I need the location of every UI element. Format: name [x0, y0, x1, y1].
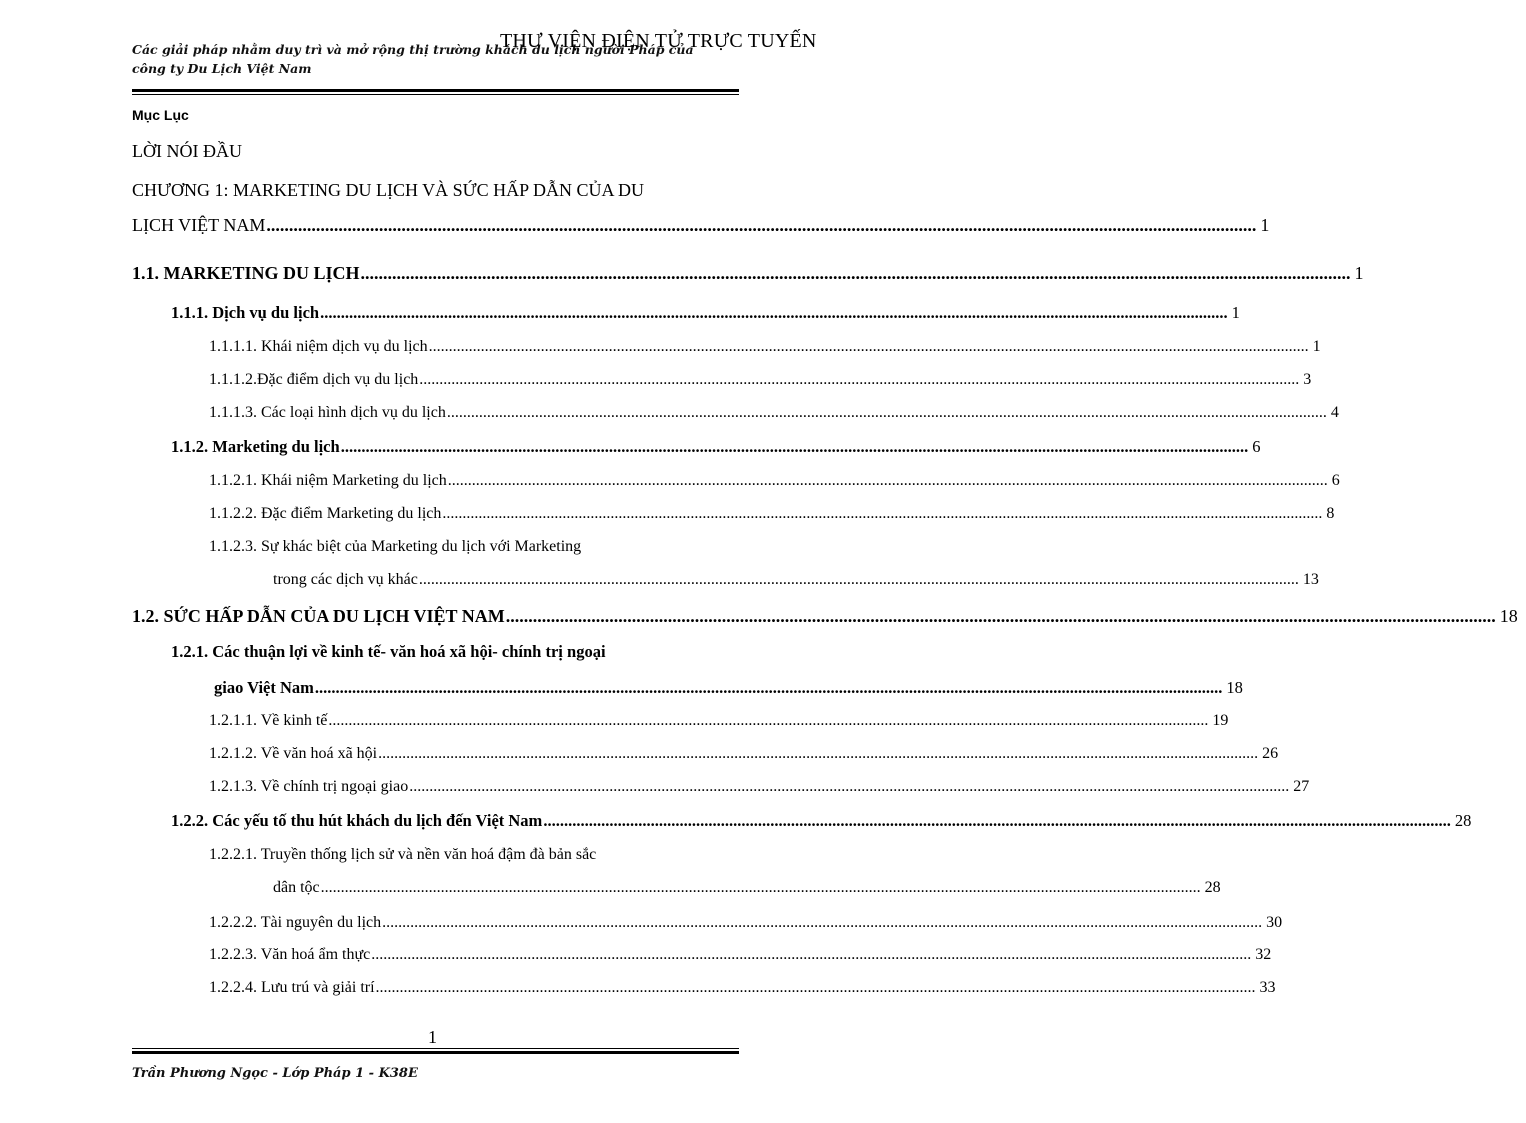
- toc-leader-dots: ............................................................................................................................................................................................................................: [409, 778, 1290, 795]
- header-title-line1: Các giải pháp nhằm duy trì và mở rộng thị trường khách du lịch người Pháp của: [132, 42, 694, 57]
- toc-page-number: 1: [1260, 215, 1270, 235]
- toc-entry-1-1-1-2[interactable]: [209, 371, 1312, 389]
- toc-entry-1-1-1-3[interactable]: [209, 404, 1339, 422]
- toc-page-number: 18: [1499, 606, 1518, 626]
- toc-leader-dots: ............................................................................................................................................................................................................................: [442, 505, 1323, 522]
- toc-leader-dots: ............................................................................................................................................................................................................................: [328, 712, 1209, 729]
- toc-entry-1-2-1-3[interactable]: [209, 778, 1310, 796]
- toc-entry-text: 1.2.2.2. Tài nguyên du lịch: [209, 914, 382, 931]
- toc-entry-chapter-1[interactable]: [132, 215, 1270, 236]
- toc-page-number: 1: [1231, 303, 1240, 322]
- toc-entry-text: 1.2.2.3. Văn hoá ẩm thực: [209, 946, 371, 963]
- toc-page-number: 4: [1330, 404, 1339, 421]
- toc-entry-1-2-1-1[interactable]: [209, 712, 1229, 730]
- toc-entry-text: trong các dịch vụ khác: [273, 571, 418, 588]
- toc-page-number: 13: [1302, 571, 1319, 588]
- toc-entry-text: 1.2.1.2. Về văn hoá xã hội: [209, 745, 378, 762]
- toc-leader-dots: ............................................................................................................................................................................................................................: [543, 811, 1451, 830]
- toc-entry-1-2-1-line1[interactable]: 1.2.1. Các thuận lợi về kinh tế- văn hoá xã hội- chính trị ngoại: [171, 642, 606, 661]
- toc-leader-dots: ............................................................................................................................................................................................................................: [446, 404, 1327, 421]
- toc-page-number: 26: [1262, 745, 1279, 762]
- toc-entry-text: giao Việt Nam: [214, 678, 314, 697]
- toc-entry-1-1-2-3-line1[interactable]: 1.1.2.3. Sự khác biệt của Marketing du lịch với Marketing: [209, 538, 582, 555]
- toc-entry-text: 1.1.1.2.Đặc điểm dịch vụ du lịch: [209, 371, 419, 388]
- toc-page-number: 18: [1226, 678, 1243, 697]
- toc-entry-text: 1.1.2. Marketing du lịch: [171, 437, 340, 456]
- toc-entry-text: LỊCH VIỆT NAM: [132, 215, 266, 235]
- toc-entry-text: 1.2.2.4. Lưu trú và giải trí: [209, 979, 375, 996]
- toc-page-number: 1: [1312, 338, 1321, 355]
- toc-entry-text: 1.2.1.1. Về kinh tế: [209, 712, 328, 729]
- toc-entry-1-2[interactable]: [132, 606, 1518, 627]
- toc-page-number: 28: [1204, 879, 1221, 896]
- toc-leader-dots: ............................................................................................................................................................................................................................: [419, 371, 1300, 388]
- toc-entry-1-1-2[interactable]: [171, 437, 1261, 457]
- toc-page-number: 3: [1303, 371, 1312, 388]
- toc-page-number: 19: [1212, 712, 1229, 729]
- toc-entry-1-2-1-2[interactable]: [209, 745, 1279, 763]
- toc-leader-dots: ............................................................................................................................................................................................................................: [505, 606, 1496, 626]
- header-rule: [132, 89, 739, 95]
- intro-heading: LỜI NÓI ĐẦU: [132, 141, 242, 161]
- toc-entry-text: 1.2.1.3. Về chính trị ngoại giao: [209, 778, 409, 795]
- toc-page-number: 33: [1259, 979, 1276, 996]
- toc-entry-1-2-2-1-line1[interactable]: 1.2.2.1. Truyền thống lịch sử và nền văn hoá đậm đà bản sắc: [209, 846, 597, 863]
- toc-entry-1-1-1[interactable]: [171, 303, 1240, 323]
- toc-leader-dots: ............................................................................................................................................................................................................................: [320, 879, 1201, 896]
- toc-leader-dots: ............................................................................................................................................................................................................................: [378, 745, 1259, 762]
- toc-leader-dots: ............................................................................................................................................................................................................................: [340, 437, 1249, 456]
- toc-entry-text: 1.1.1.3. Các loại hình dịch vụ du lịch: [209, 404, 446, 421]
- page-number: 1: [428, 1027, 437, 1047]
- toc-entry-text: 1.1.2.2. Đặc điểm Marketing du lịch: [209, 505, 442, 522]
- toc-entry-text: 1.1.1. Dịch vụ du lịch: [171, 303, 320, 322]
- toc-entry-1-2-2-2[interactable]: [209, 914, 1283, 932]
- toc-page-number: 30: [1266, 914, 1283, 931]
- toc-entry-text: dân tộc: [273, 879, 320, 896]
- toc-entry-text: 1.1. MARKETING DU LỊCH: [132, 263, 360, 283]
- running-footer: Trần Phương Ngọc - Lớp Pháp 1 - K38E: [132, 1066, 418, 1081]
- toc-leader-dots: ............................................................................................................................................................................................................................: [447, 472, 1328, 489]
- toc-entry-1-2-2-3[interactable]: [209, 946, 1272, 964]
- footer-rule: [132, 1048, 739, 1054]
- toc-leader-dots: ............................................................................................................................................................................................................................: [371, 946, 1252, 963]
- toc-entry-text: 1.1.2.1. Khái niệm Marketing du lịch: [209, 472, 447, 489]
- toc-page-number: 27: [1293, 778, 1310, 795]
- toc-entry-text: 1.2. SỨC HẤP DẪN CỦA DU LỊCH VIỆT NAM: [132, 606, 505, 626]
- toc-page-number: 32: [1255, 946, 1272, 963]
- toc-page-number: 6: [1331, 472, 1340, 489]
- toc-page-number: 6: [1252, 437, 1261, 456]
- header-title-line2: công ty Du Lịch Việt Nam: [132, 61, 312, 76]
- toc-entry-1-1[interactable]: [132, 263, 1364, 284]
- toc-entry-text: 1.2.2. Các yếu tố thu hút khách du lịch đến Việt Nam: [171, 811, 543, 830]
- toc-entry-1-2-2-1[interactable]: [273, 879, 1221, 897]
- toc-page-number: 28: [1454, 811, 1472, 830]
- toc-page-number: 8: [1326, 505, 1335, 522]
- toc-entry-1-1-2-1[interactable]: [209, 472, 1340, 490]
- toc-entry-1-1-1-1[interactable]: [209, 338, 1321, 356]
- toc-entry-1-1-2-3[interactable]: [273, 571, 1319, 589]
- toc-heading: Mục Lục: [132, 107, 189, 123]
- toc-leader-dots: ............................................................................................................................................................................................................................: [418, 571, 1299, 588]
- toc-leader-dots: ............................................................................................................................................................................................................................: [428, 338, 1309, 355]
- watermark-text: THƯ VIỆN ĐIỆN TỬ TRỰC TUYẾN: [500, 30, 817, 52]
- toc-entry-1-2-2[interactable]: [171, 811, 1472, 831]
- toc-entry-text: 1.1.1.1. Khái niệm dịch vụ du lịch: [209, 338, 428, 355]
- toc-entry-1-2-2-4[interactable]: [209, 979, 1276, 997]
- toc-leader-dots: ............................................................................................................................................................................................................................: [266, 215, 1257, 235]
- toc-page-number: 1: [1354, 263, 1364, 283]
- chapter-title-line1: CHƯƠNG 1: MARKETING DU LỊCH VÀ SỨC HẤP DẪN CỦA DU: [132, 180, 644, 200]
- toc-leader-dots: ............................................................................................................................................................................................................................: [382, 914, 1263, 931]
- toc-leader-dots: ............................................................................................................................................................................................................................: [360, 263, 1351, 283]
- toc-entry-1-1-2-2[interactable]: [209, 505, 1335, 523]
- toc-leader-dots: ............................................................................................................................................................................................................................: [314, 678, 1223, 697]
- toc-entry-1-2-1[interactable]: [214, 678, 1243, 698]
- toc-leader-dots: ............................................................................................................................................................................................................................: [320, 303, 1228, 322]
- toc-leader-dots: ............................................................................................................................................................................................................................: [375, 979, 1256, 996]
